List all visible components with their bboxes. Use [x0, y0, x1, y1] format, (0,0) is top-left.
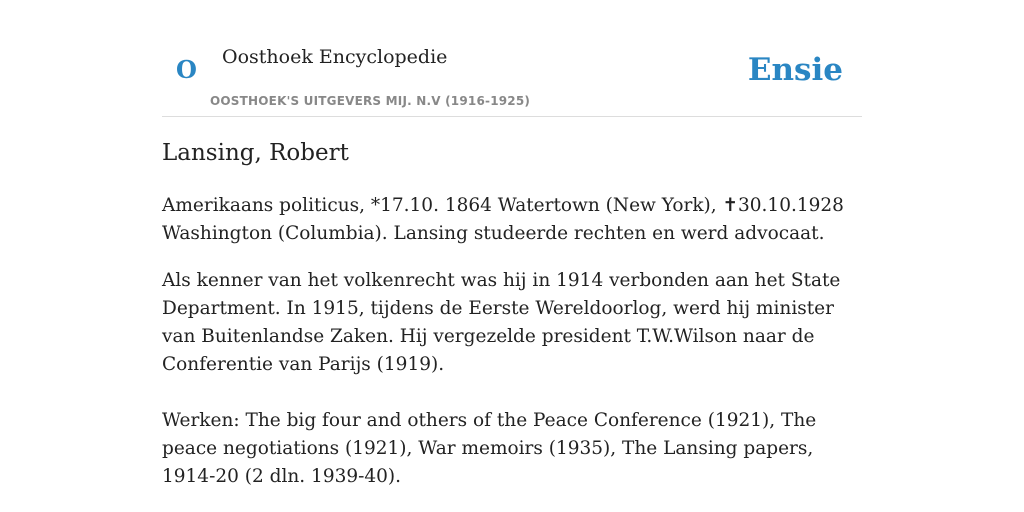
encyclopedia-title-link[interactable]: Oosthoek Encyclopedie	[222, 46, 448, 68]
publisher-label: OOSTHOEK'S UITGEVERS MIJ. N.V (1916-1925)	[210, 94, 531, 108]
encyclopedia-logo-icon[interactable]: O	[176, 55, 197, 84]
article-paragraph-works: Werken: The big four and others of the Peace Conference (1921), The peace negotiations (1921), War memoirs (1935), The Lansing papers, 1914-20 (2 dln. 1939-40).	[162, 410, 817, 487]
article-paragraph-intro: Amerikaans politicus, *17.10. 1864 Watertown (New York), ✝30.10.1928 Washington (Columbia). Lansing studeerde rechten en werd advocaat.	[162, 195, 844, 244]
ensie-brand-link[interactable]: Ensie	[747, 52, 843, 88]
article-title: Lansing, Robert	[162, 140, 349, 166]
page-container	[162, 0, 862, 487]
article-paragraph-career: Als kenner van het volkenrecht was hij in 1914 verbonden aan het State Department. In 1915, tijdens de Eerste Wereldoorlog, werd hij minister van Buitenlandse Zaken. Hij vergezelde president T.W.Wilson naar de Conferentie van Parijs (1919).	[162, 270, 841, 375]
site-header	[162, 0, 862, 117]
